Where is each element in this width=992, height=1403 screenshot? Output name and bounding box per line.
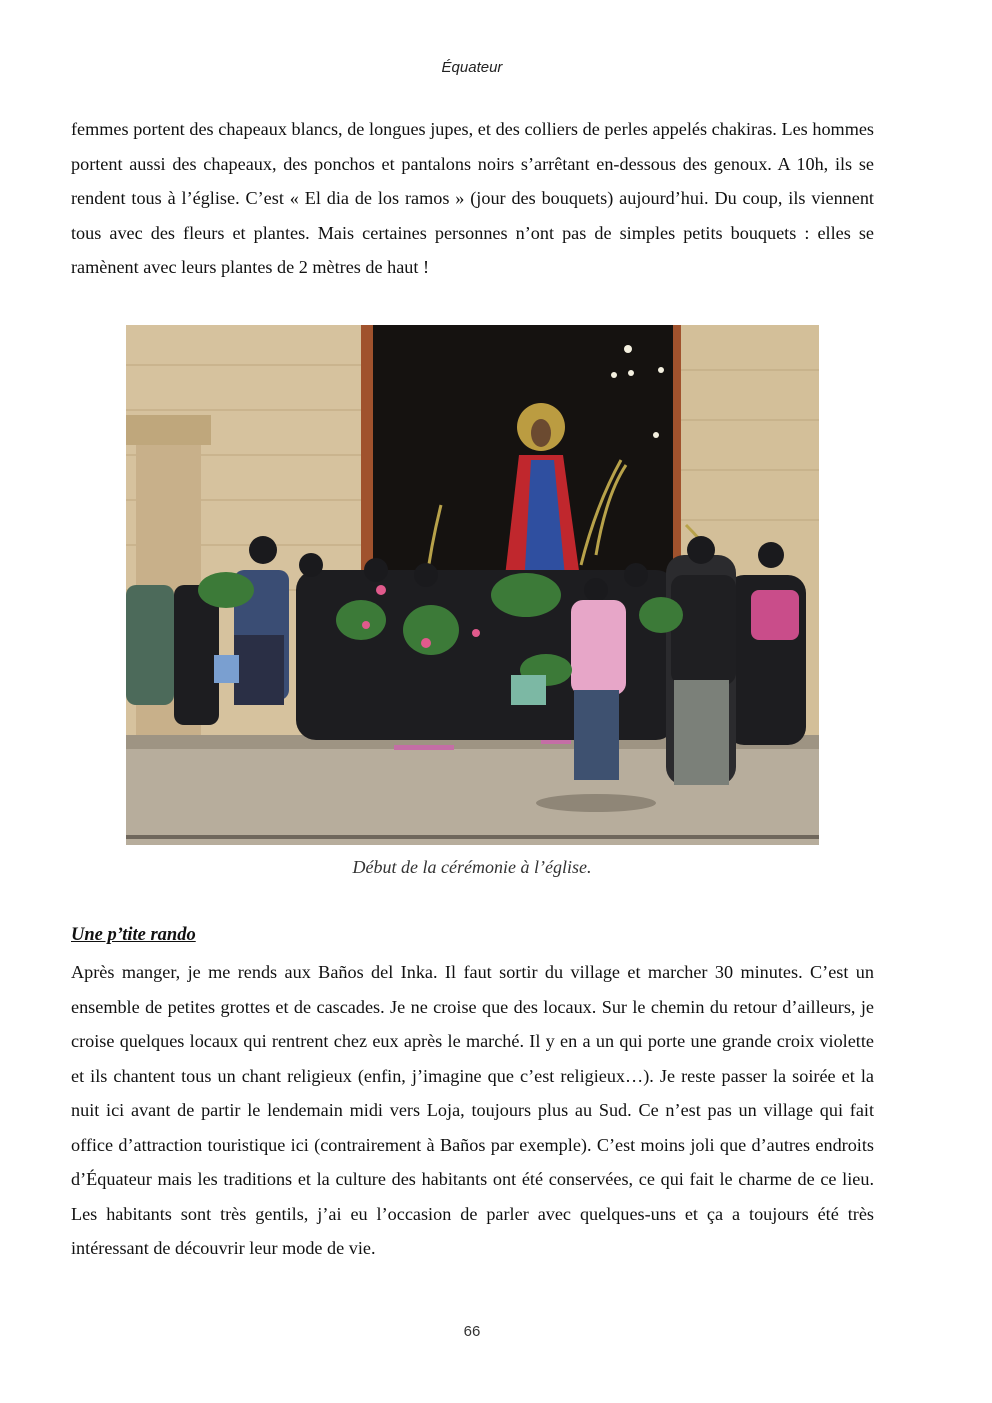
intro-paragraph: femmes portent des chapeaux blancs, de longues jupes, et des colliers de perles appelés chakiras. Les hommes portent aussi des chapeaux, des ponchos et pantalons noirs s’arrêtant en-dessous des genoux. A 10h, ils se rendent tous à l’église. C’est « El dia de los ramos » (jour des bouquets) aujourd’hui. Du coup, ils viennent tous avec des fleurs et plantes. Mais certaines personnes n’ont pas de simples petits bouquets : elles se ramènent avec leurs plantes de 2 mètres de haut ! [71,119,874,277]
section-heading: Une p’tite rando [71,925,196,945]
section-paragraph: Après manger, je me rends aux Baños del Inka. Il faut sortir du village et marcher 30 minutes. C’est un ensemble de petites grottes et de cascades. Je ne croise que des locaux. Sur le chemin du retour d’ailleurs, je croise quelques locaux qui rentrent chez eux après le marché. Il y en a un qui porte une grande croix violette et ils chantent tous un chant religieux (enfin, j’imagine que c’est religieux…). Je reste passer la soirée et la nuit ici avant de partir le lendemain midi vers Loja, toujours plus au Sud. Ce n’est pas un village qui fait office d’attraction touristique ici (contrairement à Baños par exemple). C’est moins joli que d’autres endroits d’Équateur mais les traditions et la culture des habitants ont été conservées, ce qui fait le charme de ce lieu. Les habitants sont très gentils, j’ai eu l’occasion de parler avec quelques-uns et ça a toujours été très intéressant de découvrir leur mode de vie. [71,962,874,1258]
running-header: Équateur [441,59,503,76]
figure-caption: Début de la cérémonie à l’église. [352,857,592,877]
page-number: 66 [463,1323,481,1340]
church-ceremony-photo [126,325,819,845]
